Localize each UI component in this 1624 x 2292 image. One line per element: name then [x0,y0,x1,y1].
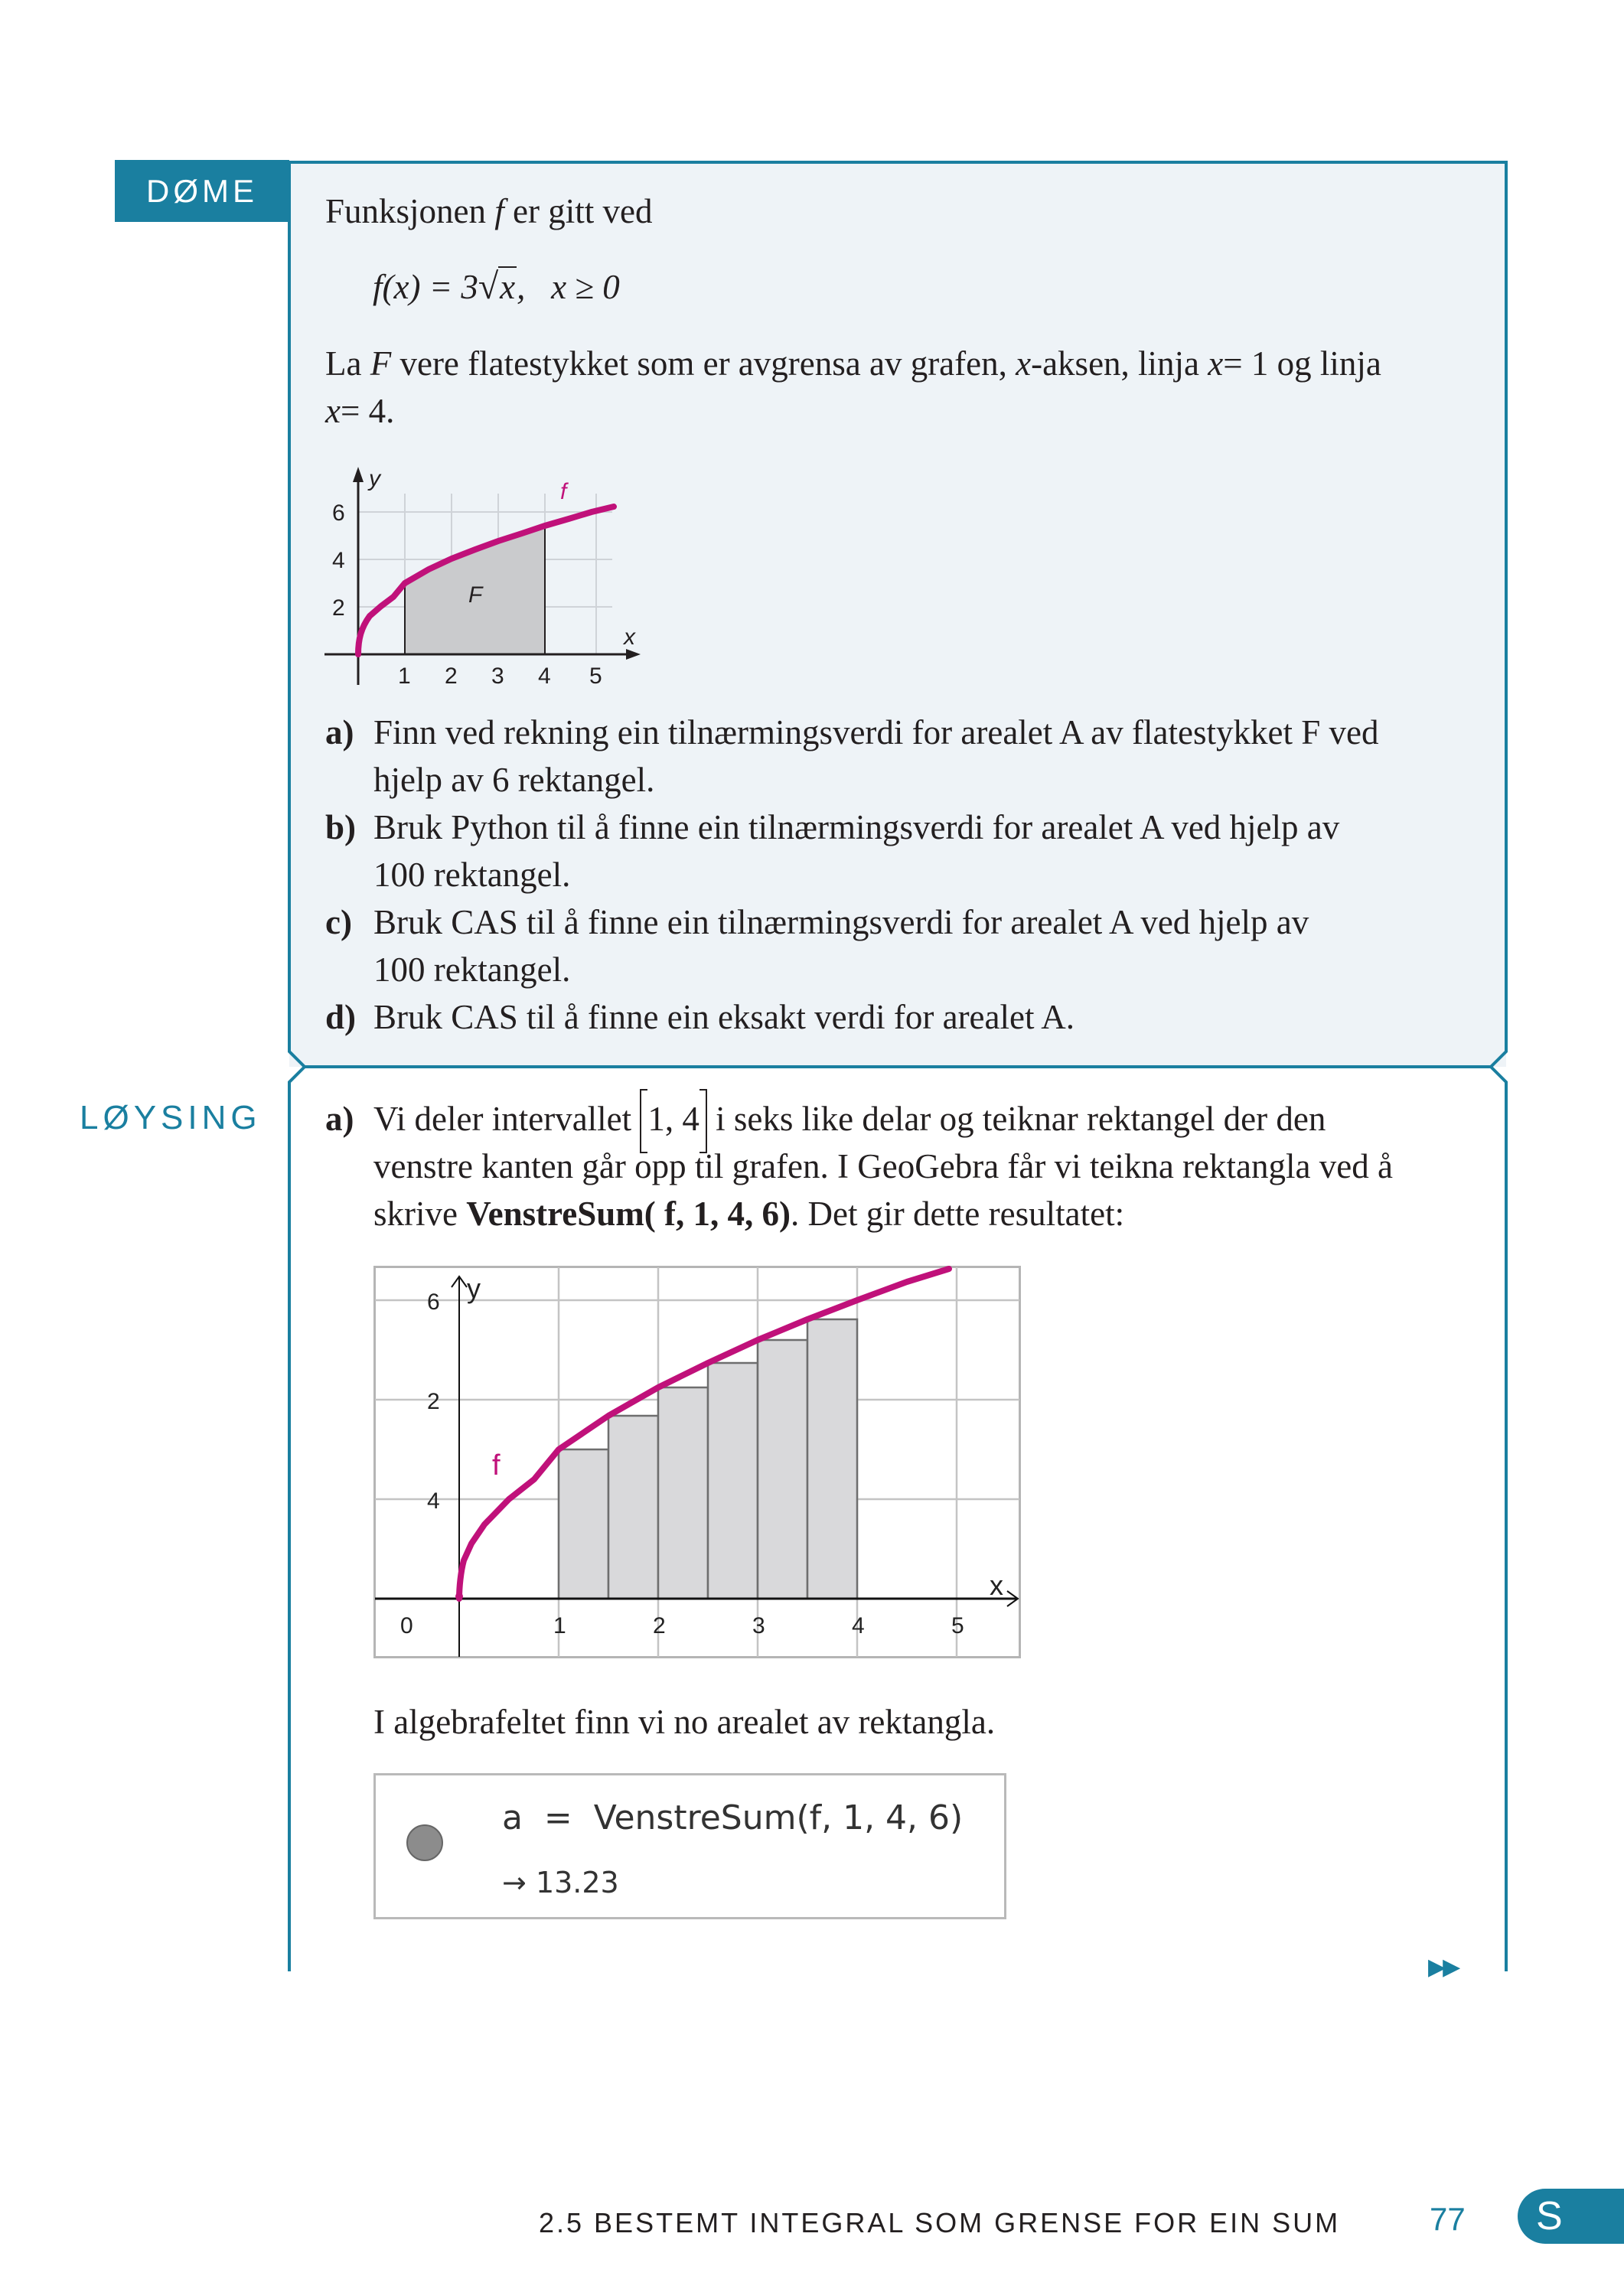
continue-icon: ▶▶ [1428,1955,1458,1980]
section-title: 2.5 BESTEMT INTEGRAL SOM GRENSE FOR EIN SUM [539,2207,1341,2238]
svg-text:2: 2 [653,1613,666,1638]
algebra-input[interactable]: a = VenstreSum(f, 1, 4, 6) [502,1798,964,1837]
svg-text:1: 1 [553,1613,566,1638]
arrow-icon: → [502,1866,527,1899]
function-formula: f(x) = 3√x, x ≥ 0 [373,266,620,307]
svg-text:5: 5 [589,663,602,689]
chapter-tab: S [1518,2189,1624,2244]
algebra-intro: I algebrafeltet finn vi no arealet av rektangla. [373,1703,996,1741]
question-list: a) Finn ved rekning ein tilnærmingsverdi for arealet A av flatestykket F ved hjelp av 6 rektangel. b) Bruk Python til å finne ein tilnærmingsverdi for arealet A ved hjelp av 100 rektangel. c) Bruk CAS til å finne ein tilnærmingsverdi for arealet A ved hjelp av 100 rektangel. d) Bruk CAS til å finne ein eksakt verdi for arealet A. [325,713,1379,1036]
left-sum-chart [373,1266,1021,1658]
algebra-view [373,1773,1006,1919]
solution-label: LØYSING [80,1099,262,1136]
svg-text:1: 1 [398,663,411,689]
svg-text:4: 4 [427,1488,440,1514]
interval-bracket: 1, 4 [640,1095,707,1143]
command-venstresum: VenstreSum( f, 1, 4, 6) [466,1195,791,1233]
algebra-output: → 13.23 [502,1866,619,1899]
intro-line: Funksjonen f er gitt ved [325,192,653,230]
visibility-toggle-icon[interactable] [406,1824,443,1861]
svg-text:4: 4 [852,1613,865,1638]
page-number: 77 [1430,2201,1466,2237]
svg-text:2: 2 [445,663,458,689]
svg-text:f: f [560,479,567,504]
solution-text-line3: skrive VenstreSum( f, 1, 4, 6). Det gir dette resultatet: [373,1195,1125,1233]
svg-text:3: 3 [752,1613,765,1638]
region-description-line1: La F vere flatestykket som er avgrensa av grafen, x-aksen, linja x= 1 og linja [325,344,1381,383]
svg-text:y: y [467,1273,481,1304]
svg-text:F: F [468,582,483,608]
svg-text:6: 6 [332,500,345,526]
solution-text-line2: venstre kanten går opp til grafen. I GeoGebra får vi teikna rektangla ved å [373,1147,1393,1185]
svg-text:2: 2 [332,595,345,621]
svg-text:f: f [492,1449,501,1482]
svg-text:4: 4 [538,663,551,689]
svg-text:0: 0 [400,1613,413,1638]
svg-text:y: y [369,466,380,491]
svg-text:2: 2 [427,1389,440,1414]
svg-text:4: 4 [332,548,345,573]
svg-text:6: 6 [427,1289,440,1315]
svg-text:x: x [990,1570,1003,1601]
region-description-line2: x= 4. [325,392,395,430]
svg-text:3: 3 [491,663,504,689]
svg-text:x: x [624,624,635,650]
area-chart [306,444,658,704]
example-label: DØME [115,160,289,222]
solution-line1: a) [325,1100,354,1138]
svg-text:5: 5 [951,1613,964,1638]
solution-text-line1: Vi deler intervallet 1, 4 i seks like delar og teiknar rektangel der den [373,1095,1326,1143]
